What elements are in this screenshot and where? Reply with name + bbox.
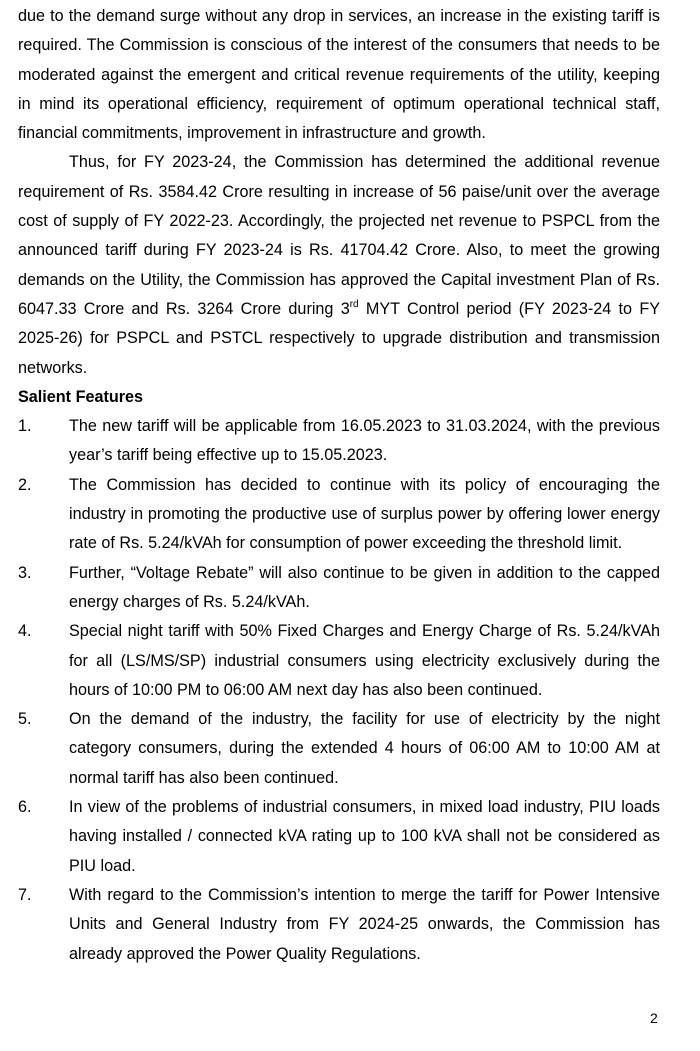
list-item xyxy=(18,412,660,471)
paragraph-revenue xyxy=(18,148,660,382)
list-item-number: 5. xyxy=(18,710,32,729)
list-item xyxy=(18,617,660,705)
list-item-number: 2. xyxy=(18,475,32,494)
list-item-number: 4. xyxy=(18,622,32,641)
list-item-text: The new tariff will be applicable from 16.05.2023 to 31.03.2024, with the previous year’s tariff being effective up to 15.05.2023. xyxy=(69,417,660,465)
list-item-text: On the demand of the industry, the facility for use of electricity by the night category consumers, during the extended 4 hours of 06:00 AM to 10:00 AM at normal tariff has also been continued. xyxy=(69,710,660,787)
document-page xyxy=(18,2,660,969)
list-item xyxy=(18,793,660,881)
list-item-number: 3. xyxy=(18,563,32,582)
list-item xyxy=(18,471,660,559)
list-item-number: 7. xyxy=(18,885,32,904)
list-item-text: Special night tariff with 50% Fixed Charges and Energy Charge of Rs. 5.24/kVAh for all (LS/MS/SP) industrial consumers using electricity exclusively during the hours of 10:00 PM to 06:00 AM next day has also been continued. xyxy=(69,622,660,699)
paragraph-revenue-text: Thus, for FY 2023-24, the Commission has determined the additional revenue requirement of Rs. 3584.42 Crore resulting in increase of 56 paise/unit over the average cost of supply of FY 2022-23. Accordingly, the projected net revenue to PSPCL from the announced tariff during FY 2023-24 is Rs. 41704.42 Crore. Also, to meet the growing demands on the Utility, the Commission has approved the Capital investment Plan of Rs. 6047.33 Crore and Rs. 3264 Crore during 3 xyxy=(18,153,660,318)
list-item-text: The Commission has decided to continue with its policy of encouraging the industry in promoting the productive use of surplus power by offering lower energy rate of Rs. 5.24/kVAh for consumption of power exceeding the threshold limit. xyxy=(69,475,660,553)
list-item-text: With regard to the Commission’s intention to merge the tariff for Power Intensive Units and General Industry from FY 2024-25 onwards, the Commission has already approved the Power Quality Regulations. xyxy=(69,885,660,963)
superscript-ordinal: rd xyxy=(349,298,359,310)
list-item xyxy=(18,705,660,793)
list-item xyxy=(18,881,660,969)
paragraph-intro: due to the demand surge without any drop in services, an increase in the existing tariff is required. The Commission is conscious of the interest of the consumers that needs to be moderated against the emergent and critical revenue requirements of the utility, keeping in mind its operational efficiency, requirement of optimum operational technical staff, financial commitments, improvement in infrastructure and growth. xyxy=(18,7,660,143)
paragraph-revenue-text-end: MYT Control period (FY 2023-24 to FY 2025-26) for PSPCL and PSTCL respectively to upgrade distribution and transmission networks. xyxy=(18,299,660,377)
list-item-text: In view of the problems of industrial consumers, in mixed load industry, PIU loads having installed / connected kVA rating up to 100 kVA shall not be considered as PIU load. xyxy=(69,798,660,875)
list-item xyxy=(18,559,660,618)
section-heading: Salient Features xyxy=(18,387,144,406)
list-item-number: 6. xyxy=(18,798,32,817)
list-item-text: Further, “Voltage Rebate” will also continue to be given in addition to the capped energy charges of Rs. 5.24/kVAh. xyxy=(69,563,660,611)
features-list xyxy=(18,412,660,969)
page-number: 2 xyxy=(650,1010,658,1026)
list-item-number: 1. xyxy=(18,417,32,436)
